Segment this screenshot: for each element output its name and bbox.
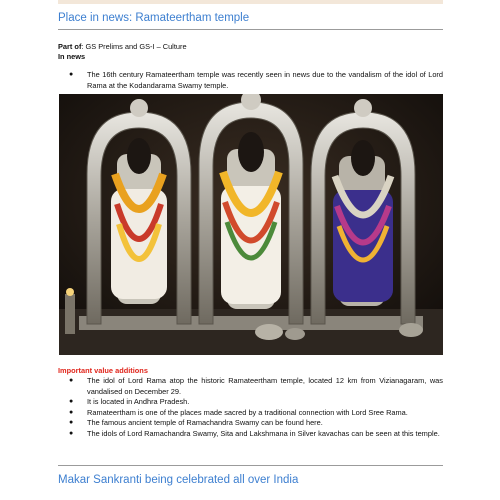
bullet-icon: ● xyxy=(69,71,74,78)
bullet-icon: ● xyxy=(69,408,74,416)
list-item: ● The idol of Lord Rama atop the historic Ramateertham temple, located 12 km from Vizianagaram, was vandalised on December 29. xyxy=(63,376,443,397)
bullet-icon: ● xyxy=(69,377,74,384)
value-additions-heading: Important value additions xyxy=(58,366,148,375)
next-article-title: Makar Sankranti being celebrated all over India xyxy=(58,474,299,486)
in-news-list xyxy=(63,70,443,91)
bullet-icon: ● xyxy=(69,429,74,437)
list-item: ● The famous ancient temple of Ramachandra Swamy can be found here. xyxy=(63,418,443,429)
section-divider xyxy=(58,465,443,466)
list-item: ● The 16th century Ramateertham temple was recently seen in news due to the vandalism of the idol of Lord Rama at the Kodandarama Swamy temple. xyxy=(63,70,443,91)
list-item: ● The idols of Lord Ramachandra Swamy, Sita and Lakshmana in Silver kavachas can be seen at this temple. xyxy=(63,429,443,440)
title-divider xyxy=(58,29,443,30)
in-news-heading: In news xyxy=(58,52,86,61)
bullet-icon: ● xyxy=(69,398,74,406)
part-of-label: Part of xyxy=(58,42,82,51)
part-of-line xyxy=(58,42,187,51)
value-additions-list xyxy=(63,376,443,440)
article-title: Place in news: Ramateertham temple xyxy=(58,12,250,24)
list-item: ● Ramateertham is one of the places made sacred by a traditional connection with Lord Sree Rama. xyxy=(63,408,443,419)
list-item: ● It is located in Andhra Pradesh. xyxy=(63,397,443,408)
part-of-value: : GS Prelims and GS-I – Culture xyxy=(81,42,187,51)
temple-idols-photo xyxy=(59,94,443,355)
bullet-icon: ● xyxy=(69,419,74,427)
top-color-band xyxy=(58,0,443,4)
